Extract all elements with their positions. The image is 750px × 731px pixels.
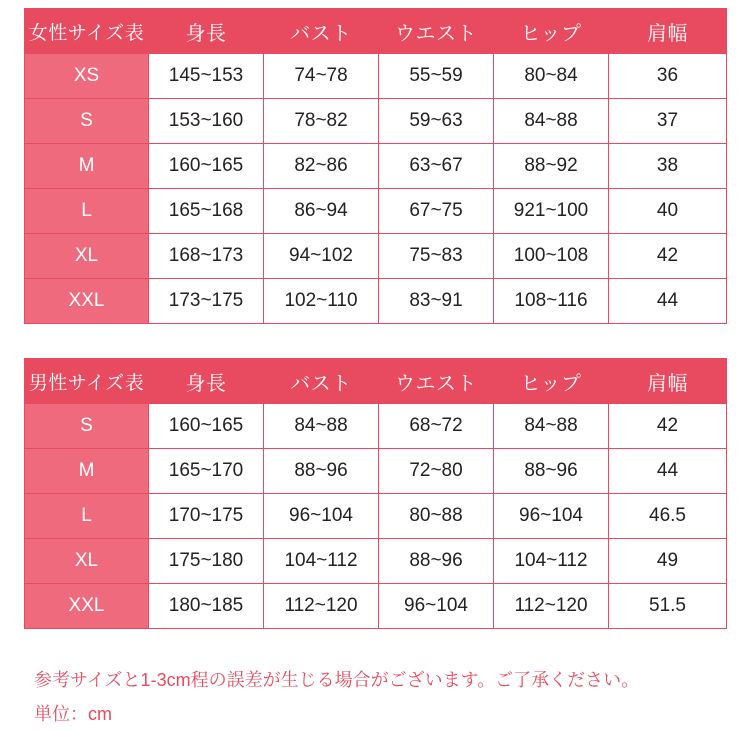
women-size-table bbox=[24, 8, 727, 324]
men-cell-waist: 80~88 bbox=[379, 494, 494, 539]
table-row bbox=[25, 404, 727, 449]
men-column-bust: バスト bbox=[264, 359, 379, 404]
women-cell-waist: 75~83 bbox=[379, 234, 494, 279]
women-column-bust: バスト bbox=[264, 9, 379, 54]
men-cell-hip: 104~112 bbox=[494, 539, 609, 584]
men-cell-bust: 104~112 bbox=[264, 539, 379, 584]
table-row bbox=[25, 539, 727, 584]
men-cell-shoulder: 46.5 bbox=[609, 494, 727, 539]
women-table-title: 女性サイズ表 bbox=[25, 9, 149, 54]
men-cell-hip: 96~104 bbox=[494, 494, 609, 539]
women-cell-bust: 74~78 bbox=[264, 54, 379, 99]
women-cell-waist: 63~67 bbox=[379, 144, 494, 189]
women-cell-shoulder: 44 bbox=[609, 279, 727, 324]
table-row bbox=[25, 584, 727, 629]
women-cell-hip: 921~100 bbox=[494, 189, 609, 234]
men-cell-height: 175~180 bbox=[149, 539, 264, 584]
women-cell-waist: 83~91 bbox=[379, 279, 494, 324]
men-cell-height: 170~175 bbox=[149, 494, 264, 539]
women-cell-hip: 80~84 bbox=[494, 54, 609, 99]
men-cell-bust: 112~120 bbox=[264, 584, 379, 629]
women-cell-bust: 102~110 bbox=[264, 279, 379, 324]
women-column-waist: ウエスト bbox=[379, 9, 494, 54]
note-unit: 単位：cm bbox=[34, 704, 112, 724]
women-cell-bust: 86~94 bbox=[264, 189, 379, 234]
men-row-label: XXL bbox=[25, 584, 149, 629]
women-cell-shoulder: 40 bbox=[609, 189, 727, 234]
women-cell-shoulder: 38 bbox=[609, 144, 727, 189]
men-cell-bust: 84~88 bbox=[264, 404, 379, 449]
women-cell-bust: 82~86 bbox=[264, 144, 379, 189]
men-cell-height: 160~165 bbox=[149, 404, 264, 449]
women-column-shoulder: 肩幅 bbox=[609, 9, 727, 54]
women-row-label: M bbox=[25, 144, 149, 189]
table-row bbox=[25, 189, 727, 234]
men-row-label: XL bbox=[25, 539, 149, 584]
women-cell-height: 165~168 bbox=[149, 189, 264, 234]
men-cell-shoulder: 49 bbox=[609, 539, 727, 584]
note-tolerance: 参考サイズと1-3cm程の誤差が生じる場合がございます。ご了承ください。 bbox=[34, 670, 640, 690]
women-cell-hip: 108~116 bbox=[494, 279, 609, 324]
table-row bbox=[25, 99, 727, 144]
men-column-height: 身長 bbox=[149, 359, 264, 404]
women-cell-waist: 55~59 bbox=[379, 54, 494, 99]
table-row bbox=[25, 234, 727, 279]
women-row-label: L bbox=[25, 189, 149, 234]
men-cell-waist: 88~96 bbox=[379, 539, 494, 584]
men-column-shoulder: 肩幅 bbox=[609, 359, 727, 404]
men-table-header-row bbox=[25, 359, 727, 404]
men-cell-hip: 88~96 bbox=[494, 449, 609, 494]
women-table-header-row bbox=[25, 9, 727, 54]
notes-block bbox=[24, 663, 726, 731]
table-row bbox=[25, 54, 727, 99]
men-row-label: M bbox=[25, 449, 149, 494]
women-row-label: XL bbox=[25, 234, 149, 279]
women-cell-hip: 84~88 bbox=[494, 99, 609, 144]
men-cell-waist: 96~104 bbox=[379, 584, 494, 629]
table-row bbox=[25, 449, 727, 494]
men-column-hip: ヒップ bbox=[494, 359, 609, 404]
men-row-label: L bbox=[25, 494, 149, 539]
women-column-hip: ヒップ bbox=[494, 9, 609, 54]
men-table-title: 男性サイズ表 bbox=[25, 359, 149, 404]
men-row-label: S bbox=[25, 404, 149, 449]
men-size-table-wrapper bbox=[24, 358, 726, 629]
table-row bbox=[25, 494, 727, 539]
men-column-waist: ウエスト bbox=[379, 359, 494, 404]
women-cell-height: 173~175 bbox=[149, 279, 264, 324]
table-gap-spacer bbox=[24, 324, 726, 358]
women-cell-height: 153~160 bbox=[149, 99, 264, 144]
women-cell-shoulder: 42 bbox=[609, 234, 727, 279]
men-cell-waist: 68~72 bbox=[379, 404, 494, 449]
men-cell-shoulder: 44 bbox=[609, 449, 727, 494]
women-row-label: S bbox=[25, 99, 149, 144]
men-size-table bbox=[24, 358, 727, 629]
men-cell-bust: 96~104 bbox=[264, 494, 379, 539]
women-cell-waist: 59~63 bbox=[379, 99, 494, 144]
table-row bbox=[25, 144, 727, 189]
women-cell-height: 168~173 bbox=[149, 234, 264, 279]
women-cell-height: 145~153 bbox=[149, 54, 264, 99]
women-cell-waist: 67~75 bbox=[379, 189, 494, 234]
men-cell-hip: 112~120 bbox=[494, 584, 609, 629]
women-column-height: 身長 bbox=[149, 9, 264, 54]
women-cell-height: 160~165 bbox=[149, 144, 264, 189]
women-row-label: XXL bbox=[25, 279, 149, 324]
women-cell-hip: 100~108 bbox=[494, 234, 609, 279]
women-cell-shoulder: 37 bbox=[609, 99, 727, 144]
men-cell-shoulder: 42 bbox=[609, 404, 727, 449]
men-cell-height: 180~185 bbox=[149, 584, 264, 629]
women-row-label: XS bbox=[25, 54, 149, 99]
women-cell-shoulder: 36 bbox=[609, 54, 727, 99]
men-cell-height: 165~170 bbox=[149, 449, 264, 494]
women-cell-hip: 88~92 bbox=[494, 144, 609, 189]
women-size-table-wrapper bbox=[24, 0, 726, 324]
women-cell-bust: 94~102 bbox=[264, 234, 379, 279]
table-row bbox=[25, 279, 727, 324]
men-cell-shoulder: 51.5 bbox=[609, 584, 727, 629]
men-cell-hip: 84~88 bbox=[494, 404, 609, 449]
men-cell-bust: 88~96 bbox=[264, 449, 379, 494]
men-cell-waist: 72~80 bbox=[379, 449, 494, 494]
women-cell-bust: 78~82 bbox=[264, 99, 379, 144]
